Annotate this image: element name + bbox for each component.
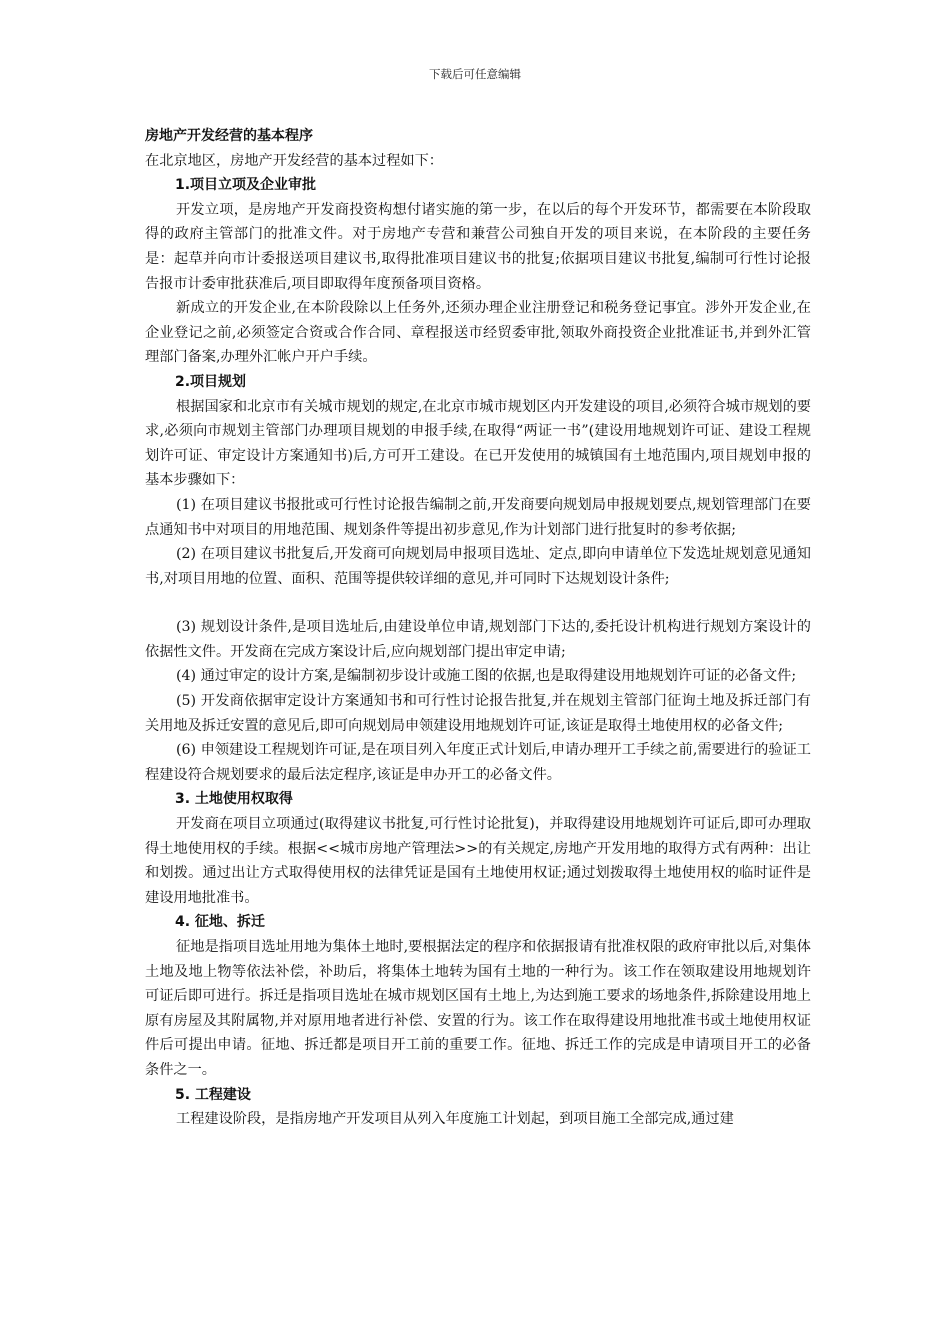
blank-line (145, 591, 811, 615)
document-body (145, 124, 811, 1132)
list-item: (3) 规划设计条件,是项目选址后,由建设单位申请,规划部门下达的,委托设计机构进行规划方案设计的依据性文件。开发商在完成方案设计后,应向规划部门提出审定申请; (145, 619, 811, 660)
paragraph: 根据国家和北京市有关城市规划的规定,在北京市城市规划区内开发建设的项目,必须符合城市规划的要求,必须向市规划主管部门办理项目规划的申报手续,在取得“两证一书”(建设用地规划许可证、建设工程规划许可证、审定设计方案通知书)后,方可开工建设。在已开发使用的城镇国有土地范围内,项目规划申报的基本步骤如下： (145, 398, 811, 489)
paragraph: 新成立的开发企业,在本阶段除以上任务外,还须办理企业注册登记和税务登记事宜。涉外开发企业,在企业登记之前,必须签定合资或合作合同、章程报送市经贸委审批,领取外商投资企业批准证书,并到外汇管理部门备案,办理外汇帐户开户手续。 (145, 300, 811, 366)
list-item: (5) 开发商依据审定设计方案通知书和可行性讨论报告批复,并在规划主管部门征询土地及拆迁部门有关用地及拆迁安置的意见后,即可向规划局申领建设用地规划许可证,该证是取得土地使用权的必备文件; (145, 693, 811, 734)
intro-paragraph: 在北京地区，房地产开发经营的基本过程如下： (145, 152, 443, 169)
section-heading-4: 4. 征地、拆迁 (175, 914, 265, 931)
list-item: (1) 在项目建议书报批或可行性讨论报告编制之前,开发商要向规划局申报规划要点,规划管理部门在要点通知书中对项目的用地范围、规划条件等提出初步意见,作为计划部门进行批复时的参考依据; (145, 496, 811, 538)
list-item: (4) 通过审定的设计方案,是编制初步设计或施工图的依据,也是取得建设用地规划许可证的必备文件; (176, 668, 797, 685)
document-title: 房地产开发经营的基本程序 (145, 128, 313, 144)
paragraph: 开发商在项目立项通过(取得建议书批复,可行性讨论批复)，并取得建设用地规划许可证后,即可办理取得土地使用权的手续。根据<<城市房地产管理法>>的有关规定,房地产开发用地的取得方式有两种：出让和划拨。通过出让方式取得使用权的法律凭证是国有土地使用权证;通过划拨取得土地使用权的临时证件是建设用地批准书。 (145, 816, 811, 906)
list-item: (2) 在项目建议书批复后,开发商可向规划局申报项目选址、定点,即向申请单位下发选址规划意见通知书,对项目用地的位置、面积、范围等提供较详细的意见,并可同时下达规划设计条件; (145, 546, 811, 587)
section-heading-3: 3. 土地使用权取得 (175, 791, 293, 808)
list-item: (6) 申领建设工程规划许可证,是在项目列入年度正式计划后,申请办理开工手续之前,需要进行的验证工程建设符合规划要求的最后法定程序,该证是申办开工的必备文件。 (145, 742, 811, 783)
section-heading-2: 2.项目规划 (175, 373, 247, 390)
page-header: 下载后可任意编辑 (429, 67, 521, 81)
section-heading-1: 1.项目立项及企业审批 (175, 177, 317, 194)
section-heading-5: 5. 工程建设 (175, 1086, 251, 1103)
paragraph: 开发立项，是房地产开发商投资构想付诸实施的第一步，在以后的每个开发环节，都需要在本阶段取得的政府主管部门的批准文件。对于房地产专营和兼营公司独自开发的项目来说，在本阶段的主要任务是：起草并向市计委报送项目建议书,取得批准项目建议书的批复;依据项目建议书批复,编制可行性讨论报告报市计委审批获准后,项目即取得年度预备项目资格。 (145, 201, 811, 292)
paragraph: 征地是指项目选址用地为集体土地时,要根据法定的程序和依据报请有批准权限的政府审批以后,对集体土地及地上物等依法补偿，补助后，将集体土地转为国有土地的一种行为。该工作在领取建设用地规划许可证后即可进行。拆迁是指项目选址在城市规划区国有土地上,为达到施工要求的场地条件,拆除建设用地上原有房屋及其附属物,并对原用地者进行补偿、安置的行为。该工作在取得建设用地批准书或土地使用权证件后可提出申请。征地、拆迁都是项目开工前的重要工作。征地、拆迁工作的完成是申请项目开工的必备条件之一。 (145, 939, 811, 1078)
paragraph: 工程建设阶段，是指房地产开发项目从列入年度施工计划起，到项目施工全部完成,通过建 (176, 1111, 734, 1128)
